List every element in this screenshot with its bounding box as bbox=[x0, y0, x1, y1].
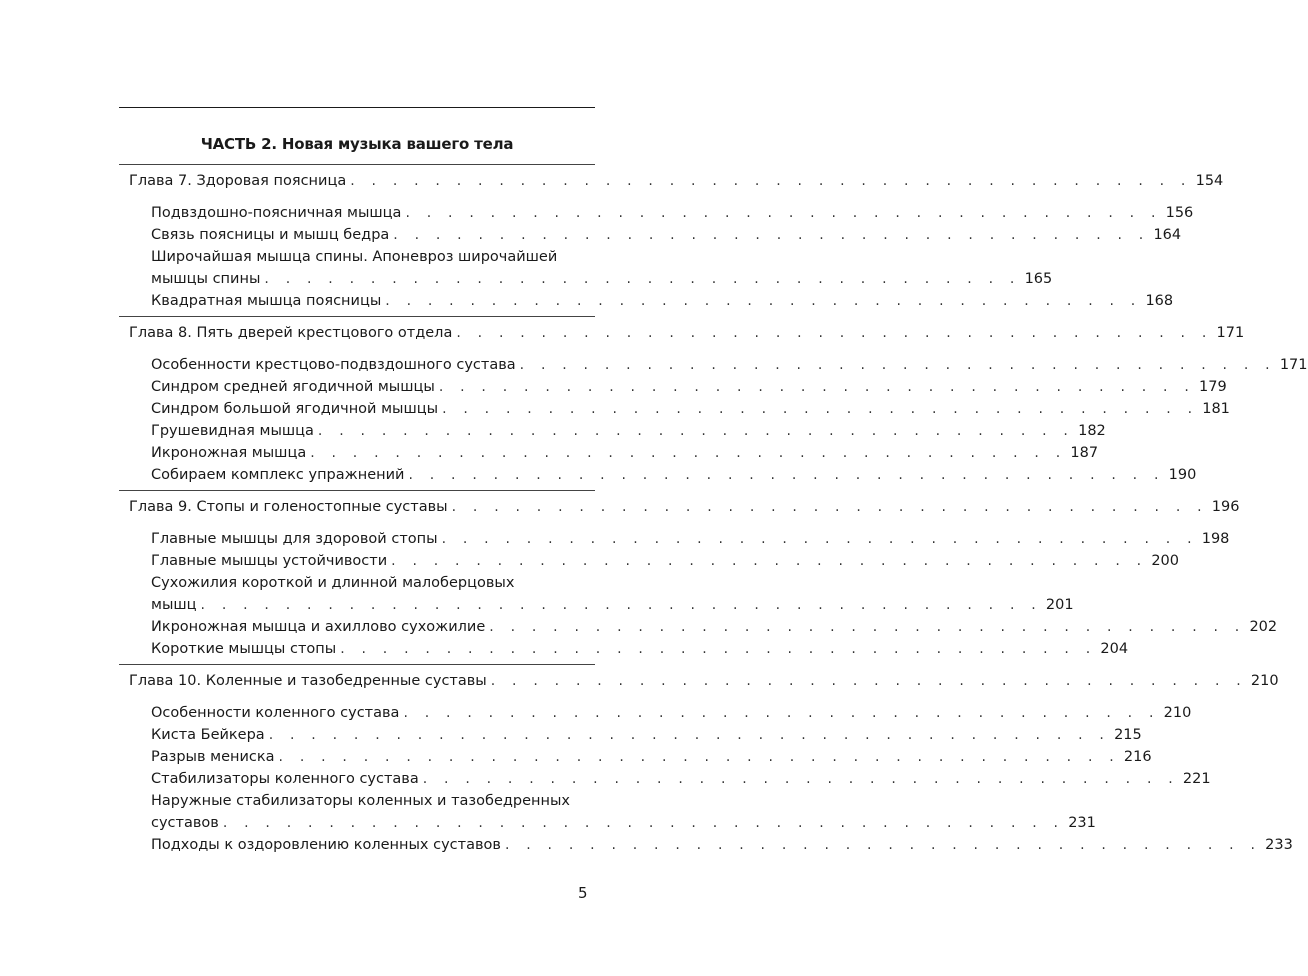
section-entry[interactable] bbox=[119, 528, 1230, 550]
section-title: Грушевидная мышца bbox=[151, 423, 314, 439]
section-title: Связь поясницы и мышц бедра bbox=[151, 227, 390, 243]
section-page: 233 bbox=[1265, 837, 1293, 853]
dot-leader: . . . . . . . . . . . . . . . . . . . . . . . . . . . . . . . . . . . . bbox=[451, 499, 1208, 515]
section-title: Подвздошно-поясничная мышца bbox=[151, 205, 402, 221]
section-entry[interactable] bbox=[119, 442, 1099, 464]
section-entry[interactable] bbox=[119, 290, 1174, 312]
chapter-9 bbox=[119, 490, 1278, 664]
dot-leader: . . . . . . . . . . . . . . . . . . . . . . . . . . . . . . . . . . . . bbox=[456, 325, 1213, 341]
section-page: 156 bbox=[1165, 205, 1194, 221]
chapter-title: Глава 10. Коленные и тазобедренные суставы bbox=[129, 673, 487, 689]
section-entry[interactable] bbox=[119, 376, 1227, 398]
dot-leader: . . . . . . . . . . . . . . . . . . . . . . . . . . . . . . . . . . . . bbox=[317, 423, 1075, 439]
dot-leader: . . . . . . . . . . . . . . . . . . . . . . . . . . . . . . . . . . . . bbox=[403, 705, 1160, 721]
dot-leader: . . . . . . . . . . . . . . . . . . . . . . . . . . . . . . . . . . . . . . . . bbox=[200, 597, 1042, 613]
chapter-page: 154 bbox=[1195, 173, 1224, 189]
dot-leader: . . . . . . . . . . . . . . . . . . . . . . . . . . . . . . . . . . . . bbox=[519, 357, 1276, 373]
section-entry[interactable] bbox=[119, 398, 1230, 420]
section-title: Икроножная мышца и ахиллово сухожилие bbox=[151, 619, 486, 635]
section-entry[interactable] bbox=[119, 724, 1142, 746]
section-title: Синдром средней ягодичной мышцы bbox=[151, 379, 435, 395]
table-of-contents bbox=[119, 164, 1308, 860]
dot-leader: . . . . . . . . . . . . . . . . . . . . . . . . . . . . . . . . . . . . bbox=[408, 467, 1165, 483]
section-title: Киста Бейкера bbox=[151, 727, 265, 743]
chapter-page: 210 bbox=[1250, 673, 1279, 689]
dot-leader: . . . . . . . . . . . . . . . . . . . . . . . . . . . . . . . . . . . . bbox=[405, 205, 1162, 221]
section-title: Короткие мышцы стопы bbox=[151, 641, 337, 657]
chapter-title: Глава 9. Стопы и голеностопные суставы bbox=[129, 499, 448, 515]
section-page: 200 bbox=[1151, 553, 1179, 569]
section-page: 181 bbox=[1202, 401, 1230, 417]
section-entry[interactable] bbox=[119, 354, 1308, 376]
section-title: мышц bbox=[151, 597, 197, 613]
section-page: 202 bbox=[1249, 619, 1278, 635]
chapter-title: Глава 8. Пять дверей крестцового отдела bbox=[129, 325, 453, 341]
top-rule bbox=[119, 107, 595, 108]
section-title-line1[interactable]: Широчайшая мышца спины. Апоневроз широчайшей bbox=[151, 249, 558, 265]
section-entry[interactable] bbox=[119, 224, 1182, 246]
section-page: 201 bbox=[1045, 597, 1074, 613]
dot-leader: . . . . . . . . . . . . . . . . . . . . . . . . . . . . . . . . . . . . . . . . bbox=[350, 173, 1192, 189]
section-page: 210 bbox=[1163, 705, 1192, 721]
chapter-7 bbox=[119, 164, 1224, 316]
section-entry[interactable] bbox=[119, 746, 1152, 768]
dot-leader: . . . . . . . . . . . . . . . . . . . . . . . . . . . . . . . . . . . . bbox=[438, 379, 1195, 395]
section-title: Стабилизаторы коленного сустава bbox=[151, 771, 419, 787]
section-title: Особенности крестцово-подвздошного сустава bbox=[151, 357, 516, 373]
section-title: суставов bbox=[151, 815, 219, 831]
section-page: 179 bbox=[1199, 379, 1227, 395]
section-page: 187 bbox=[1070, 445, 1099, 461]
section-page: 168 bbox=[1145, 293, 1174, 309]
section-page: 190 bbox=[1168, 467, 1197, 483]
dot-leader: . . . . . . . . . . . . . . . . . . . . . . . . . . . . . . . . . . . . bbox=[442, 401, 1199, 417]
section-entry[interactable] bbox=[119, 550, 1179, 572]
chapter-entry[interactable] bbox=[119, 496, 1240, 518]
dot-leader: . . . . . . . . . . . . . . . . . . . . . . . . . . . . . . . . . . . . bbox=[393, 227, 1150, 243]
chapter-page: 196 bbox=[1211, 499, 1240, 515]
dot-leader: . . . . . . . . . . . . . . . . . . . . . . . . . . . . . . . . . . . . . . . . bbox=[268, 727, 1111, 743]
part-title: ЧАСТЬ 2. Новая музыка вашего тела bbox=[200, 135, 514, 153]
dot-leader: . . . . . . . . . . . . . . . . . . . . . . . . . . . . . . . . . . . . bbox=[504, 837, 1262, 853]
section-entry[interactable] bbox=[119, 420, 1106, 442]
section-page: 221 bbox=[1182, 771, 1211, 787]
section-page: 182 bbox=[1078, 423, 1106, 439]
dot-leader: . . . . . . . . . . . . . . . . . . . . . . . . . . . . . . . . . . . . bbox=[441, 531, 1198, 547]
section-entry[interactable] bbox=[119, 812, 1096, 834]
section-title: Подходы к оздоровлению коленных суставов bbox=[151, 837, 501, 853]
dot-leader: . . . . . . . . . . . . . . . . . . . . . . . . . . . . . . . . . . . . bbox=[385, 293, 1142, 309]
chapter-page: 171 bbox=[1216, 325, 1245, 341]
section-entry[interactable] bbox=[119, 464, 1197, 486]
section-entry[interactable] bbox=[119, 594, 1074, 616]
section-entry[interactable] bbox=[119, 638, 1129, 660]
dot-leader: . . . . . . . . . . . . . . . . . . . . . . . . . . . . . . . . . . . . bbox=[391, 553, 1148, 569]
chapter-entry[interactable] bbox=[119, 670, 1279, 692]
section-entry[interactable] bbox=[119, 834, 1293, 856]
chapter-title: Глава 7. Здоровая поясница bbox=[129, 173, 347, 189]
section-title: Главные мышцы для здоровой стопы bbox=[151, 531, 438, 547]
section-page: 164 bbox=[1153, 227, 1182, 243]
section-title: Главные мышцы устойчивости bbox=[151, 553, 388, 569]
chapter-entry[interactable] bbox=[119, 322, 1245, 344]
section-page: 198 bbox=[1201, 531, 1230, 547]
section-entry[interactable] bbox=[119, 616, 1278, 638]
section-page: 231 bbox=[1068, 815, 1096, 831]
section-entry[interactable] bbox=[119, 768, 1211, 790]
dot-leader: . . . . . . . . . . . . . . . . . . . . . . . . . . . . . . . . . . . . bbox=[340, 641, 1097, 657]
dot-leader: . . . . . . . . . . . . . . . . . . . . . . . . . . . . . . . . . . . . bbox=[489, 619, 1246, 635]
section-title: Особенности коленного сустава bbox=[151, 705, 400, 721]
section-title-line1[interactable]: Наружные стабилизаторы коленных и тазобедренных bbox=[151, 793, 570, 809]
section-title: мышцы спины bbox=[151, 271, 261, 287]
section-page: 165 bbox=[1024, 271, 1053, 287]
dot-leader: . . . . . . . . . . . . . . . . . . . . . . . . . . . . . . . . . . . . bbox=[264, 271, 1021, 287]
section-entry[interactable] bbox=[119, 268, 1053, 290]
section-page: 171 bbox=[1279, 357, 1308, 373]
section-title: Разрыв мениска bbox=[151, 749, 275, 765]
dot-leader: . . . . . . . . . . . . . . . . . . . . . . . . . . . . . . . . . . . . . . . . bbox=[278, 749, 1120, 765]
dot-leader: . . . . . . . . . . . . . . . . . . . . . . . . . . . . . . . . . . . . . . . . bbox=[222, 815, 1065, 831]
dot-leader: . . . . . . . . . . . . . . . . . . . . . . . . . . . . . . . . . . . . bbox=[490, 673, 1247, 689]
section-page: 204 bbox=[1100, 641, 1129, 657]
dot-leader: . . . . . . . . . . . . . . . . . . . . . . . . . . . . . . . . . . . . bbox=[310, 445, 1067, 461]
chapter-8 bbox=[119, 316, 1308, 490]
section-title: Квадратная мышца поясницы bbox=[151, 293, 382, 309]
section-entry[interactable] bbox=[119, 702, 1192, 724]
section-title: Собираем комплекс упражнений bbox=[151, 467, 405, 483]
chapter-10 bbox=[119, 664, 1293, 860]
section-page: 216 bbox=[1123, 749, 1152, 765]
section-title-line1[interactable]: Сухожилия короткой и длинной малоберцовых bbox=[151, 575, 515, 591]
section-page: 215 bbox=[1114, 727, 1142, 743]
section-title: Синдром большой ягодичной мышцы bbox=[151, 401, 439, 417]
chapter-entry[interactable] bbox=[119, 170, 1224, 192]
section-entry[interactable] bbox=[119, 202, 1194, 224]
dot-leader: . . . . . . . . . . . . . . . . . . . . . . . . . . . . . . . . . . . . bbox=[422, 771, 1179, 787]
page-number: 5 bbox=[578, 884, 588, 902]
section-title: Икроножная мышца bbox=[151, 445, 307, 461]
